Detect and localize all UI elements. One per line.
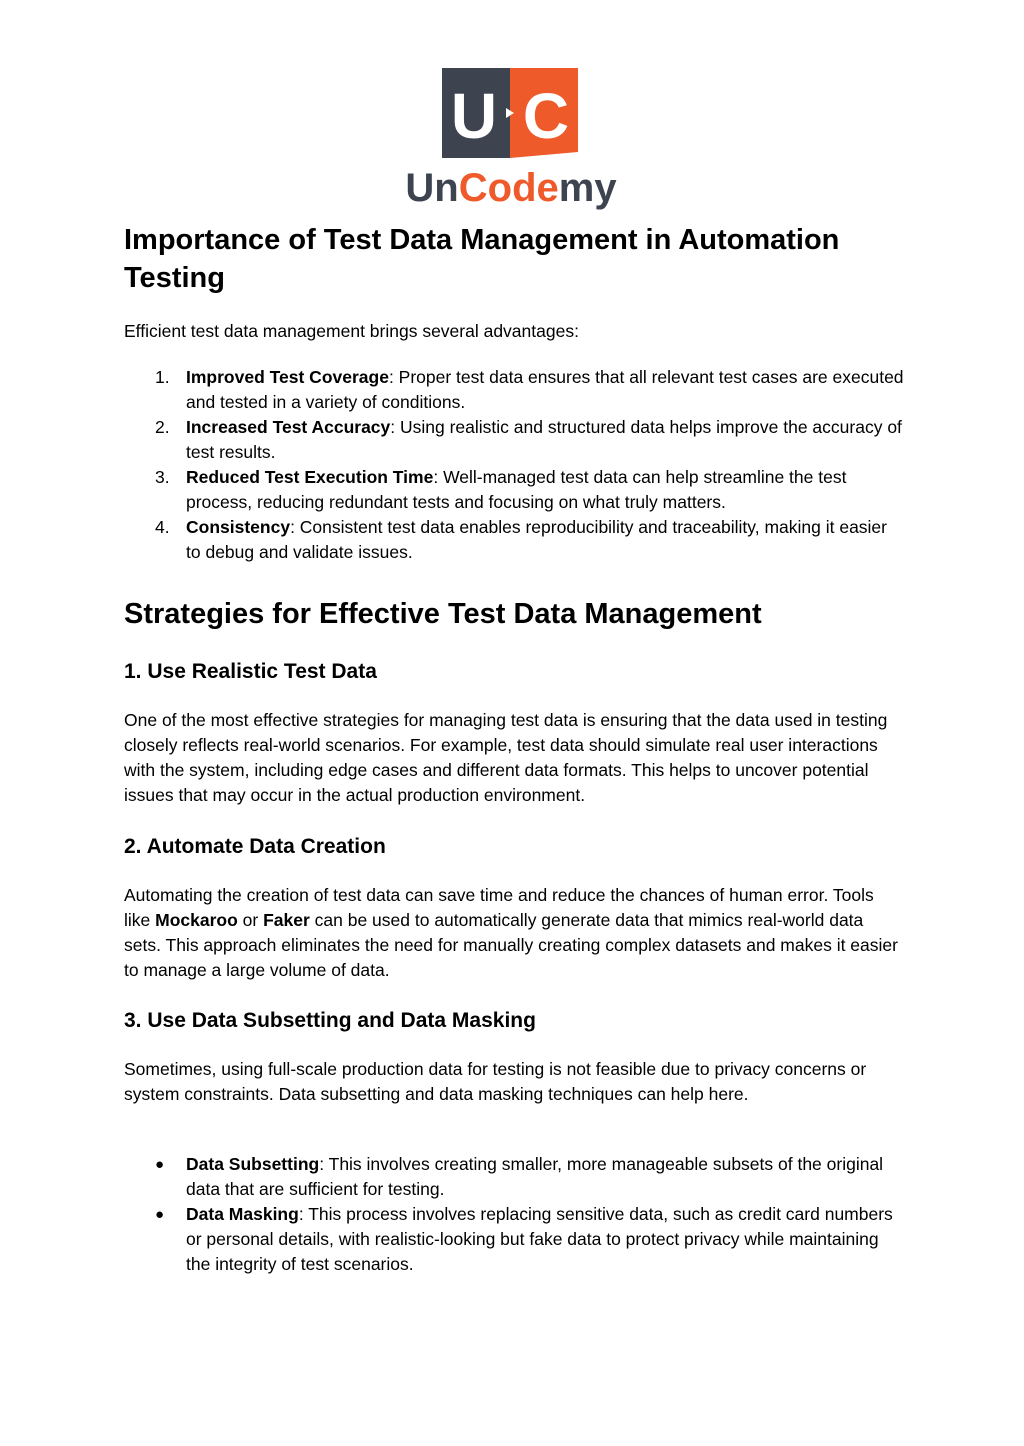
list-text: : Well-managed test data can help streamline the test process, reducing redundant tests and focusing on what truly matters. [186, 467, 847, 512]
list-text: : This process involves replacing sensitive data, such as credit card numbers or personal details, with realistic-looking but fake data to protect privacy while maintaining the integrity of test scenarios. [186, 1204, 893, 1274]
list-term: Data Subsetting [186, 1154, 320, 1174]
strategy-3-body: Sometimes, using full-scale production data for testing is not feasible due to privacy concerns or system constraints. Data subsetting and data masking techniques can help here. [124, 1059, 867, 1104]
page-title: Importance of Test Data Management in Automation Testing [124, 224, 840, 294]
list-text: : This involves creating smaller, more manageable subsets of the original data that are sufficient for testing. [186, 1154, 884, 1199]
list-text: : Proper test data ensures that all relevant test cases are executed and tested in a variety of conditions. [186, 367, 904, 412]
strategy-2-body: Automating the creation of test data can save time and reduce the chances of human error. Tools like Mockaroo or Faker can be used to automatically generate data that mimics real-world data sets. This approach eliminates the need for manually creating complex datasets and makes it easier to manage a large volume of data. [124, 885, 898, 980]
list-term: Increased Test Accuracy [186, 417, 391, 437]
list-text: : Using realistic and structured data helps improve the accuracy of test results. [186, 417, 902, 462]
list-number: 4. [155, 517, 170, 537]
list-number: 3. [155, 467, 170, 487]
list-text: : Consistent test data enables reproducibility and traceability, making it easier to debug and validate issues. [186, 517, 887, 562]
list-item [124, 515, 904, 565]
intro-paragraph: Efficient test data management brings several advantages: [124, 321, 579, 341]
strategy-1-body: One of the most effective strategies for managing test data is ensuring that the data used in testing closely reflects real-world scenarios. For example, test data should simulate real user interactions with the system, including edge cases and different data formats. This helps to uncover potential issues that may occur in the actual production environment. [124, 710, 888, 805]
list-item [124, 415, 904, 465]
tool-mockaroo: Mockaroo [155, 910, 238, 930]
list-term: Reduced Test Execution Time [186, 467, 434, 487]
logo-letter-c: C [522, 80, 570, 152]
list-item [124, 1202, 904, 1277]
strategy-3-heading: 3. Use Data Subsetting and Data Masking [124, 1009, 536, 1032]
bullet-icon: ● [155, 1156, 165, 1173]
tool-faker: Faker [263, 910, 310, 930]
logo-wordmark: UnCodemy [405, 166, 617, 210]
list-term: Data Masking [186, 1204, 299, 1224]
techniques-list [124, 1152, 904, 1277]
list-number: 2. [155, 417, 170, 437]
list-term: Improved Test Coverage [186, 367, 389, 387]
logo-mark [400, 68, 622, 210]
strategy-1-heading: 1. Use Realistic Test Data [124, 660, 377, 683]
uncodemy-logo [400, 68, 622, 210]
list-number: 1. [155, 367, 170, 387]
list-term: Consistency [186, 517, 291, 537]
list-item [124, 365, 904, 415]
logo-letter-u: U [450, 80, 498, 152]
strategies-heading: Strategies for Effective Test Data Management [124, 598, 762, 630]
list-item [124, 1152, 904, 1202]
strategy-2-heading: 2. Automate Data Creation [124, 835, 386, 858]
bullet-icon: ● [155, 1206, 165, 1223]
list-item [124, 465, 904, 515]
advantages-list [124, 365, 904, 565]
